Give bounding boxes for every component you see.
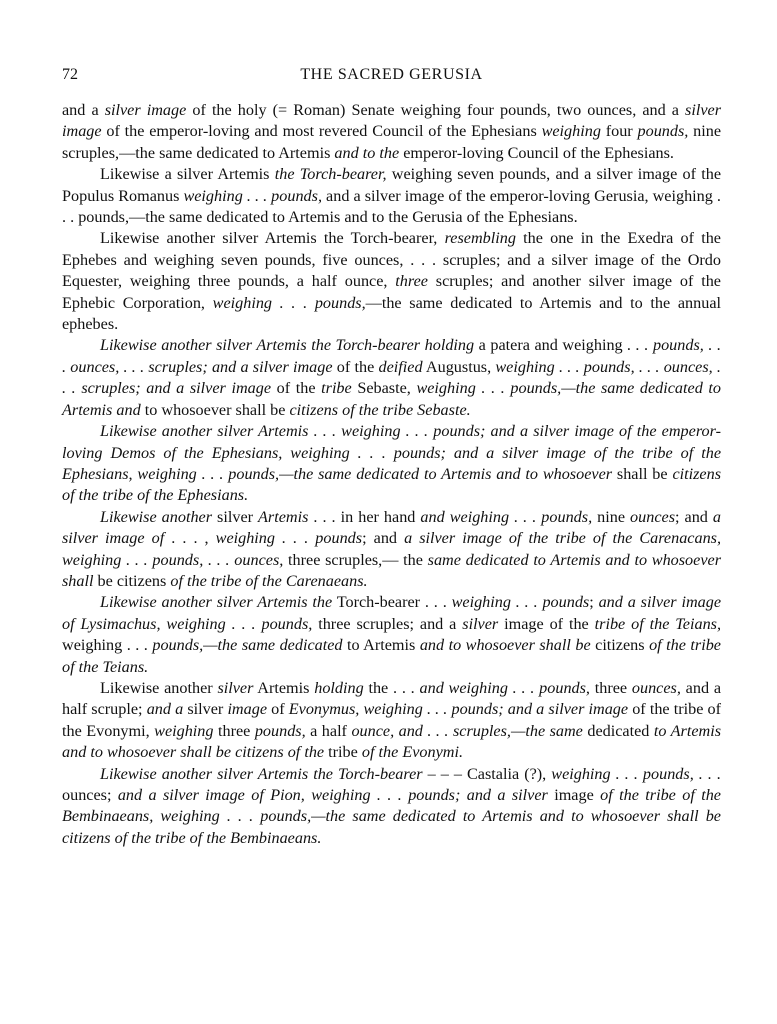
page-header — [62, 66, 721, 86]
text-segment: citizens — [590, 636, 650, 655]
text-segment: dedicated — [582, 721, 654, 740]
text-segment: ; and — [362, 529, 405, 548]
text-segment: and a silver image of the emperor-loving Gerusia, weighing . . . pounds,—the same dedicated to Artemis and to the Gerusia of the Ephesians. — [62, 186, 721, 227]
italic-text-segment: the Torch-bearer, — [274, 165, 387, 184]
italic-text-segment: resembling — [444, 229, 516, 248]
italic-text-segment: and to whosoever shall be — [419, 636, 591, 655]
text-segment: and a half scruple; — [62, 678, 722, 719]
italic-text-segment: weighing . . . pounds,—the same dedicated to Artemis and — [62, 379, 722, 419]
italic-text-segment: tribe — [321, 379, 352, 398]
text-segment: Likewise a silver Artemis — [100, 165, 275, 184]
italic-text-segment: silver — [217, 678, 254, 697]
paragraph — [62, 592, 721, 678]
text-segment: weighing . . . — [62, 636, 153, 655]
italic-text-segment: of the tribe of the Bembinaeans, weighing . . . pounds,—the same dedicated to Artemis and to whosoever shall be citizens of the tribe of the Bembinaeans. — [62, 786, 721, 847]
text-segment: three — [589, 678, 632, 697]
italic-text-segment: three — [395, 272, 428, 291]
text-segment: of the — [332, 357, 379, 376]
paragraph — [62, 507, 721, 593]
text-segment: . . . in her hand — [308, 507, 421, 526]
text-segment: of — [267, 700, 289, 719]
text-segment: —the same dedicated to Artemis and to the annual ephebes. — [62, 293, 721, 334]
italic-text-segment: and weighing . . . pounds, — [420, 507, 593, 526]
text-segment: shall be — [612, 464, 673, 483]
text-segment: silver — [183, 700, 228, 719]
italic-text-segment: tribe of the Teians, — [594, 614, 722, 633]
italic-text-segment: Likewise another silver Artemis the Torch-bearer holding — [100, 336, 475, 355]
italic-text-segment: weighing . . . pounds, . . . — [551, 764, 722, 783]
text-segment: image — [547, 786, 601, 804]
text-segment: ; — [589, 593, 599, 612]
italic-text-segment: weighing . . . pounds, — [183, 186, 322, 205]
text-segment: Likewise another — [100, 678, 218, 697]
text-segment: of the tribe of the Evonymi, — [62, 700, 722, 740]
italic-text-segment: pounds, — [637, 122, 689, 141]
text-segment: tribe — [324, 743, 362, 762]
text-segment: the one in the Exedra of the Ephebes and weighing seven pounds, five ounces, . . . scruples; and a silver image of the Ordo Equester, weighing three pounds, a half ounce, — [62, 229, 721, 291]
italic-text-segment: weighing — [154, 721, 214, 740]
italic-text-segment: weighing . . . pounds — [215, 529, 363, 548]
text-segment: three scruples; and a — [312, 614, 463, 633]
text-segment: of the emperor-loving and most revered Council of the Ephesians — [101, 122, 542, 141]
text-segment: weighing seven pounds, and a silver image of the Populus Romanus — [62, 165, 722, 205]
text-segment: of the — [271, 379, 322, 398]
italic-text-segment: and weighing . . . pounds, — [419, 678, 590, 697]
text-segment: a half — [305, 721, 352, 740]
running-head: THE SACRED GERUSIA — [300, 66, 483, 83]
text-segment: four — [600, 122, 638, 141]
paragraph — [62, 764, 721, 850]
italic-text-segment: Likewise another silver Artemis . . . weighing . . . pounds; and a silver image of the emperor-loving Demos of the Ephesians, weighing . . . pounds; and a silver image of the tribe of the Ephesians, weighing . . . pounds,—the same dedicated to Artemis and to whosoever — [62, 422, 721, 483]
italic-text-segment: and a silver image of Lysimachus, weighing . . . pounds, — [62, 593, 722, 633]
text-segment: Artemis — [253, 678, 315, 697]
text-segment: . . . , — [164, 529, 216, 548]
italic-text-segment: silver image — [104, 101, 187, 119]
italic-text-segment: weighing — [541, 122, 601, 141]
text-segment: nine — [592, 507, 631, 526]
text-segment: silver — [212, 507, 259, 526]
italic-text-segment: silver — [462, 614, 499, 633]
paragraph — [62, 100, 721, 164]
italic-text-segment: image — [227, 700, 267, 719]
italic-text-segment: Likewise another — [100, 507, 213, 526]
italic-text-segment: a silver image of — [62, 507, 722, 548]
text-segment: of the holy (= Roman) Senate weighing four pounds, two ounces, and a — [186, 101, 686, 119]
text-segment: and a — [62, 101, 105, 119]
italic-text-segment: Artemis — [258, 507, 309, 526]
italic-text-segment: and a silver image of Pion, weighing . . . pounds; and a silver — [117, 786, 548, 804]
italic-text-segment: Evonymus, weighing . . . pounds; and a silver image — [288, 700, 629, 719]
italic-text-segment: holding — [314, 678, 364, 697]
italic-text-segment: silver image — [62, 101, 721, 141]
italic-text-segment: . . . pounds, . . . ounces, . . . scruples; and a silver image — [62, 336, 721, 376]
paragraph — [62, 678, 721, 764]
text-segment: image of the — [498, 614, 595, 633]
text-segment: – – – Castalia (?), — [422, 764, 552, 783]
italic-text-segment: citizens of the tribe Sebaste. — [289, 400, 471, 419]
italic-text-segment: Likewise another silver Artemis the Torch-bearer — [100, 764, 423, 783]
italic-text-segment: and a — [146, 700, 184, 719]
italic-text-segment: deified — [378, 357, 423, 376]
italic-text-segment: weighing . . . pounds — [451, 593, 590, 612]
text-segment: Torch-bearer . . . — [332, 593, 452, 612]
italic-text-segment: pounds,—the same dedicated — [152, 636, 343, 655]
text-segment: scruples; and another silver image of the Ephebic Corporation, — [62, 272, 721, 312]
italic-text-segment: citizens of the tribe of the Ephesians. — [62, 464, 721, 505]
paragraph — [62, 228, 721, 335]
text-segment: three scruples,— the — [283, 550, 428, 569]
text-segment: to whosoever shall be — [140, 400, 290, 419]
text-segment: be citizens — [93, 571, 171, 590]
paragraph — [62, 335, 721, 421]
italic-text-segment: ounce, and . . . scruples,—the same — [351, 721, 583, 740]
text-segment: emperor-loving Council of the Ephesians. — [399, 143, 674, 162]
paragraph — [62, 164, 721, 228]
italic-text-segment: ounces — [630, 507, 675, 526]
italic-text-segment: weighing . . . pounds, — [212, 293, 366, 312]
italic-text-segment: pounds, — [254, 721, 306, 740]
italic-text-segment: of the tribe of the Teians. — [62, 636, 721, 676]
text-segment: the . . . — [363, 678, 420, 697]
text-segment: nine scruples,—the same dedicated to Artemis — [62, 122, 722, 162]
text-segment: three — [213, 721, 255, 740]
text-segment: a patera and weighing — [474, 336, 628, 355]
italic-text-segment: of the Evonymi. — [361, 743, 464, 762]
italic-text-segment: weighing . . . pounds, . . . ounces, . . . scruples; and a silver image — [62, 357, 721, 398]
text-segment: ounces; — [62, 786, 118, 804]
text-segment: Likewise another silver Artemis the Torch-bearer, — [100, 229, 445, 248]
paragraph — [62, 421, 721, 507]
italic-text-segment: Likewise another silver Artemis the — [100, 593, 333, 612]
text-segment: Sebaste, — [351, 379, 417, 398]
page-number: 72 — [62, 66, 78, 83]
italic-text-segment: same dedicated to Artemis and to whosoever shall — [62, 550, 722, 590]
body-text — [62, 100, 721, 849]
italic-text-segment: of the tribe of the Carenaeans. — [170, 571, 368, 590]
italic-text-segment: ounces, — [631, 678, 681, 697]
italic-text-segment: and to the — [334, 143, 400, 162]
text-segment: to Artemis — [342, 636, 420, 655]
italic-text-segment: a silver image of the tribe of the Carenacans, weighing . . . pounds, . . . ounces, — [62, 529, 722, 569]
text-segment: ; and — [675, 507, 713, 526]
text-segment: Augustus, — [422, 357, 496, 376]
italic-text-segment: to Artemis and to whosoever shall be citizens of the — [62, 721, 721, 762]
